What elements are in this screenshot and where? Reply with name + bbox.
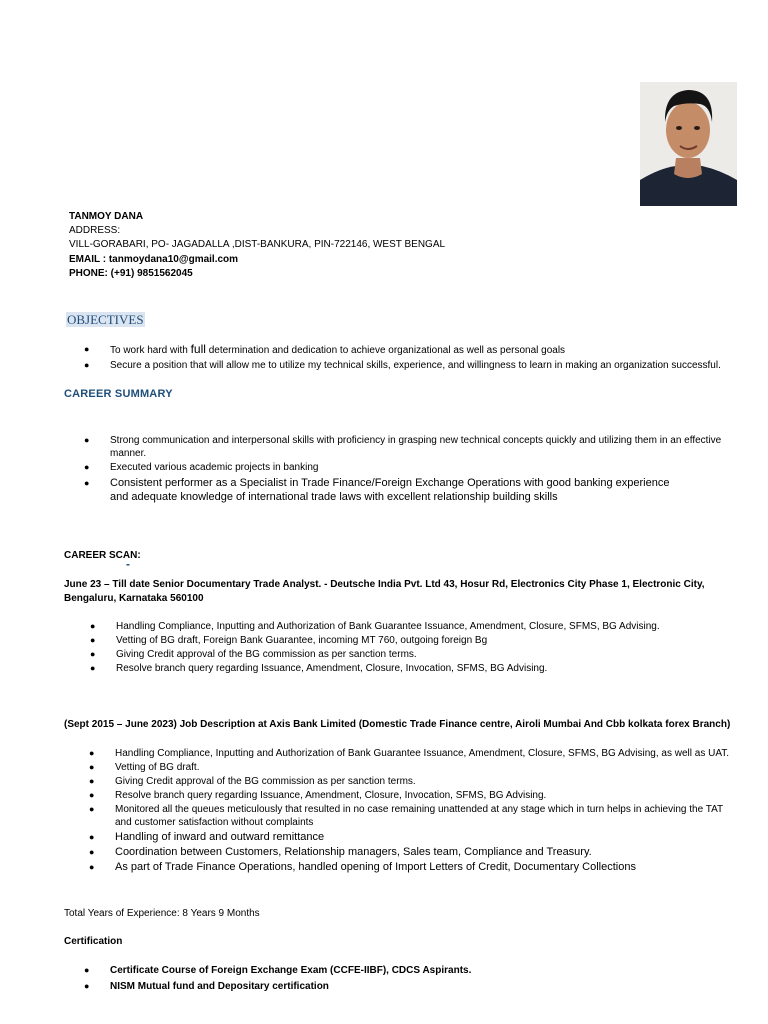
career-scan-heading: CAREER SCAN: [64,550,141,561]
bullet-icon: ● [90,663,96,673]
job1-list [90,620,756,675]
email-line: EMAIL : tanmoydana10@gmail.com [69,254,239,265]
job2-duty: Giving Credit approval of the BG commission as per sanction terms. [115,776,416,787]
person-portrait-icon [640,82,737,206]
total-experience: Total Years of Experience: 8 Years 9 Months [64,908,260,919]
certification-list [84,964,710,993]
objectives-title: OBJECTIVES [67,312,144,327]
address-label: ADDRESS: [69,225,121,236]
job1-duty: Vetting of BG draft, Foreign Bank Guarantee, incoming MT 760, outgoing foreign Bg [116,635,488,646]
bullet-icon: ● [89,748,95,758]
list-item [90,634,756,647]
list-item [89,747,740,760]
bullet-icon: ● [89,862,95,872]
profile-photo [640,82,737,206]
bullet-icon: ● [84,462,90,472]
job2-duty: Coordination between Customers, Relationship managers, Sales team, Compliance and Treasury. [115,846,592,858]
bullet-icon: ● [84,965,90,975]
bullet-icon: ● [84,981,90,991]
list-item [84,461,750,474]
bullet-icon: ● [84,478,90,488]
bullet-icon: ● [89,832,95,842]
job1-duty: Handling Compliance, Inputting and Authorization of Bank Guarantee Issuance, Amendment, Closure, SFMS, BG Advising. [116,621,660,632]
list-item [84,964,710,977]
job2-heading: (Sept 2015 – June 2023) Job Description at Axis Bank Limited (Domestic Trade Finance centre, Airoli Mumbai And Cbb kolkata forex Branch) [64,719,731,730]
bullet-icon: ● [89,762,95,772]
job2-duty: Monitored all the queues meticulously that resulted in no case remaining unattended at any stage which in turn helps in achieving the TAT and customer satisfaction without complaints [115,804,723,828]
list-item [84,359,760,372]
bullet-icon: ● [89,847,95,857]
list-item [84,342,760,357]
bullet-icon: ● [89,790,95,800]
objective-text-pre: To work hard with [110,345,191,356]
bullet-icon: ● [90,649,96,659]
list-item [89,803,740,829]
job2-list [89,747,740,874]
list-item [84,476,690,504]
job2-duty: As part of Trade Finance Operations, handled opening of Import Letters of Credit, Documentary Collections [115,861,636,873]
list-item [89,860,740,874]
bullet-icon: ● [90,621,96,631]
job2-duty: Vetting of BG draft. [115,762,200,773]
certification-item: Certificate Course of Foreign Exchange Exam (CCFE-IIBF), CDCS Aspirants. [110,965,472,976]
career-scan-dash: - [126,557,130,571]
summary-text: Executed various academic projects in banking [110,462,319,473]
objective-text: Secure a position that will allow me to utilize my technical skills, experience, and willingness to learn in making an organization successful. [110,360,721,371]
job1-heading: June 23 – Till date Senior Documentary Trade Analyst. - Deutsche India Pvt. Ltd 43, Hosur Rd, Electronics City Phase 1, Electronic City, Bengaluru, Karnataka 560100 [64,579,705,604]
objective-text-post: determination and dedication to achieve organizational as well as personal goals [205,345,566,356]
candidate-name: TANMOY DANA [69,211,144,222]
list-item [90,662,756,675]
list-item [89,775,740,788]
summary-text: Consistent performer as a Specialist in Trade Finance/Foreign Exchange Operations with good banking experience and adequate knowledge of international trade laws with excellent relationship building skills [110,477,670,503]
job1-duty: Resolve branch query regarding Issuance, Amendment, Closure, Invocation, SFMS, BG Advising. [116,663,548,674]
list-item [84,434,750,460]
bullet-icon: ● [84,435,90,445]
career-summary-heading: CAREER SUMMARY [64,388,173,400]
job1-duty: Giving Credit approval of the BG commission as per sanction terms. [116,649,417,660]
bullet-icon: ● [90,635,96,645]
job2-duty: Handling of inward and outward remittance [115,831,325,843]
certification-item: NISM Mutual fund and Depositary certification [110,981,329,992]
list-item [89,845,740,859]
job2-duty: Handling Compliance, Inputting and Authorization of Bank Guarantee Issuance, Amendment, Closure, SFMS, BG Advising, as well as UAT. [115,748,730,759]
bullet-icon: ● [84,344,90,354]
list-item [90,648,756,661]
phone-line: PHONE: (+91) 9851562045 [69,268,193,279]
list-item [90,620,756,633]
bullet-icon: ● [89,776,95,786]
list-item [89,789,740,802]
job2-duty: Resolve branch query regarding Issuance, Amendment, Closure, Invocation, SFMS, BG Advising. [115,790,547,801]
objective-text-emphasis: full [190,342,206,356]
certification-heading: Certification [64,936,123,947]
objectives-heading [66,311,145,329]
objectives-list [84,342,760,372]
list-item [84,980,710,993]
bullet-icon: ● [84,360,90,370]
address-value: VILL-GORABARI, PO- JAGADALLA ,DIST-BANKURA, PIN-722146, WEST BENGAL [69,239,446,250]
list-item [89,761,740,774]
list-item [89,830,740,844]
bullet-icon: ● [89,804,95,814]
career-summary-list [84,434,750,504]
summary-text: Strong communication and interpersonal skills with proficiency in grasping new technical concepts quickly and utilizing them in an effective manner. [110,435,722,459]
